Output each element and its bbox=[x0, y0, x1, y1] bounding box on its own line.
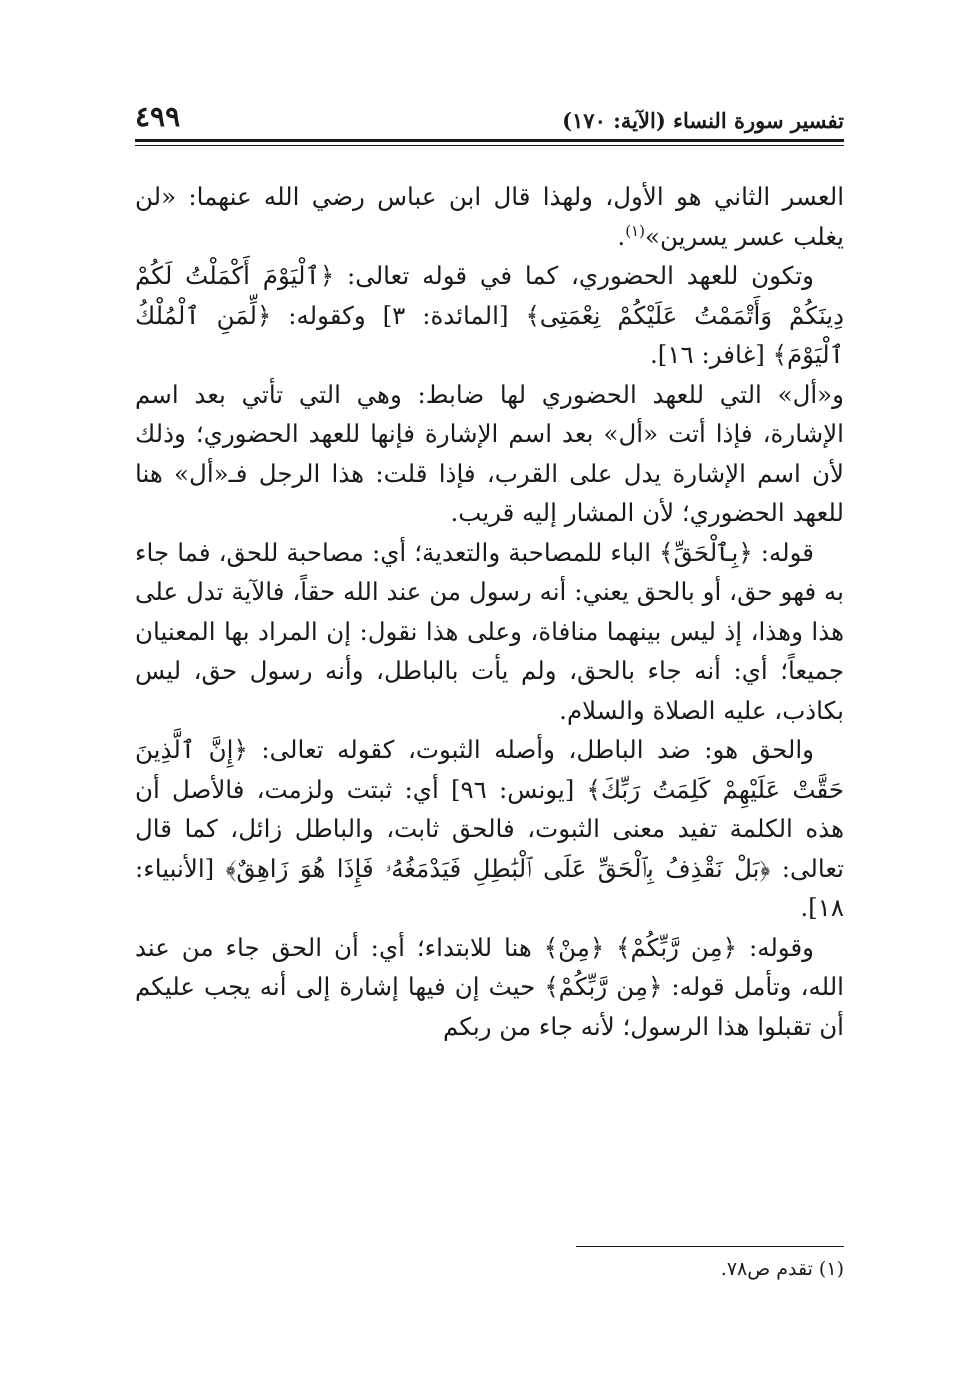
main-text bbox=[135, 177, 844, 1046]
running-title: تفسير سورة النساء (الآية: ١٧٠) bbox=[562, 108, 844, 133]
footnote: (١) تقدم ص٧٨. bbox=[720, 1258, 844, 1280]
paragraph-2: وتكون للعهد الحضوري، كما في قوله تعالى: ﴿ٱلْيَوْمَ أَكْمَلْتُ لَكُمْ دِينَكُمْ وَأَتْمَمْتُ عَلَيْكُمْ نِعْمَتِى﴾ [المائدة: ٣] وكقوله: ﴿لِّمَنِ ٱلْمُلْكُ ٱلْيَوْمَ﴾ [غافر: ١٦]. bbox=[135, 261, 845, 369]
paragraph-1 bbox=[135, 177, 844, 256]
page-number: ٤٩٩ bbox=[135, 100, 181, 133]
header-rule-thick bbox=[135, 139, 844, 142]
header-rule-thin bbox=[135, 145, 844, 146]
paragraph-6: وقوله: ﴿مِن رَّبِّكُمْ﴾ ﴿مِنْ﴾ هنا للابتداء؛ أي: أن الحق جاء من عند الله، وتأمل قوله: ﴿مِن رَّبِّكُمْ﴾ حيث إن فيها إشارة إلى أنه يجب عليكم أن تقبلوا هذا الرسول؛ لأنه جاء من ربكم bbox=[135, 932, 844, 1041]
paragraph-3: و«أل» التي للعهد الحضوري لها ضابط: وهي التي تأتي بعد اسم الإشارة، فإذا أتت «أل» بعد اسم الإشارة فإنها للعهد الحضوري؛ وذلك لأن اسم الإشارة يدل على القرب، فإذا قلت: هذا الرجل فـ«أل» هنا للعهد الحضوري؛ لأن المشار إليه قريب. bbox=[135, 379, 844, 527]
paragraph-1-text: العسر الثاني هو الأول، ولهذا قال ابن عباس رضي الله عنهما: «لن يغلب عسر يسرين» bbox=[135, 182, 844, 251]
paragraph-5: والحق هو: ضد الباطل، وأصله الثبوت، كقوله تعالى: ﴿إِنَّ ٱلَّذِينَ حَقَّتْ عَلَيْهِمْ كَلِمَتُ رَبِّكَ﴾ [يونس: ٩٦] أي: ثبتت ولزمت، فالأصل أن هذه الكلمة تفيد معنى الثبوت، فالحق ثابت، والباطل زائل، كما قال تعالى: ﴿بَلْ نَقْذِفُ بِٱلْحَقِّ عَلَى ٱلْبَٰطِلِ فَيَدْمَغُهُۥ فَإِذَا هُوَ زَاهِقٌ﴾ [الأنبياء: ١٨]. bbox=[135, 735, 844, 922]
paragraph-4: قوله: ﴿بِٱلْحَقِّ﴾ الباء للمصاحبة والتعدية؛ أي: مصاحبة للحق، فما جاء به فهو حق، أو بالحق يعني: أنه رسول من عند الله حقاً، فالآية تدل على هذا وهذا، إذ ليس بينهما منافاة، وعلى هذا نقول: إن المراد بها المعنيان جميعاً؛ أي: أنه جاء بالحق، ولم يأت بالباطل، وأنه رسول حق، ليس بكاذب، عليه الصلاة والسلام. bbox=[135, 537, 844, 725]
footnote-separator bbox=[576, 1246, 844, 1247]
paragraph-1-end: . bbox=[617, 221, 626, 251]
running-header bbox=[135, 98, 844, 138]
footnote-reference[interactable]: (١) bbox=[625, 221, 645, 240]
